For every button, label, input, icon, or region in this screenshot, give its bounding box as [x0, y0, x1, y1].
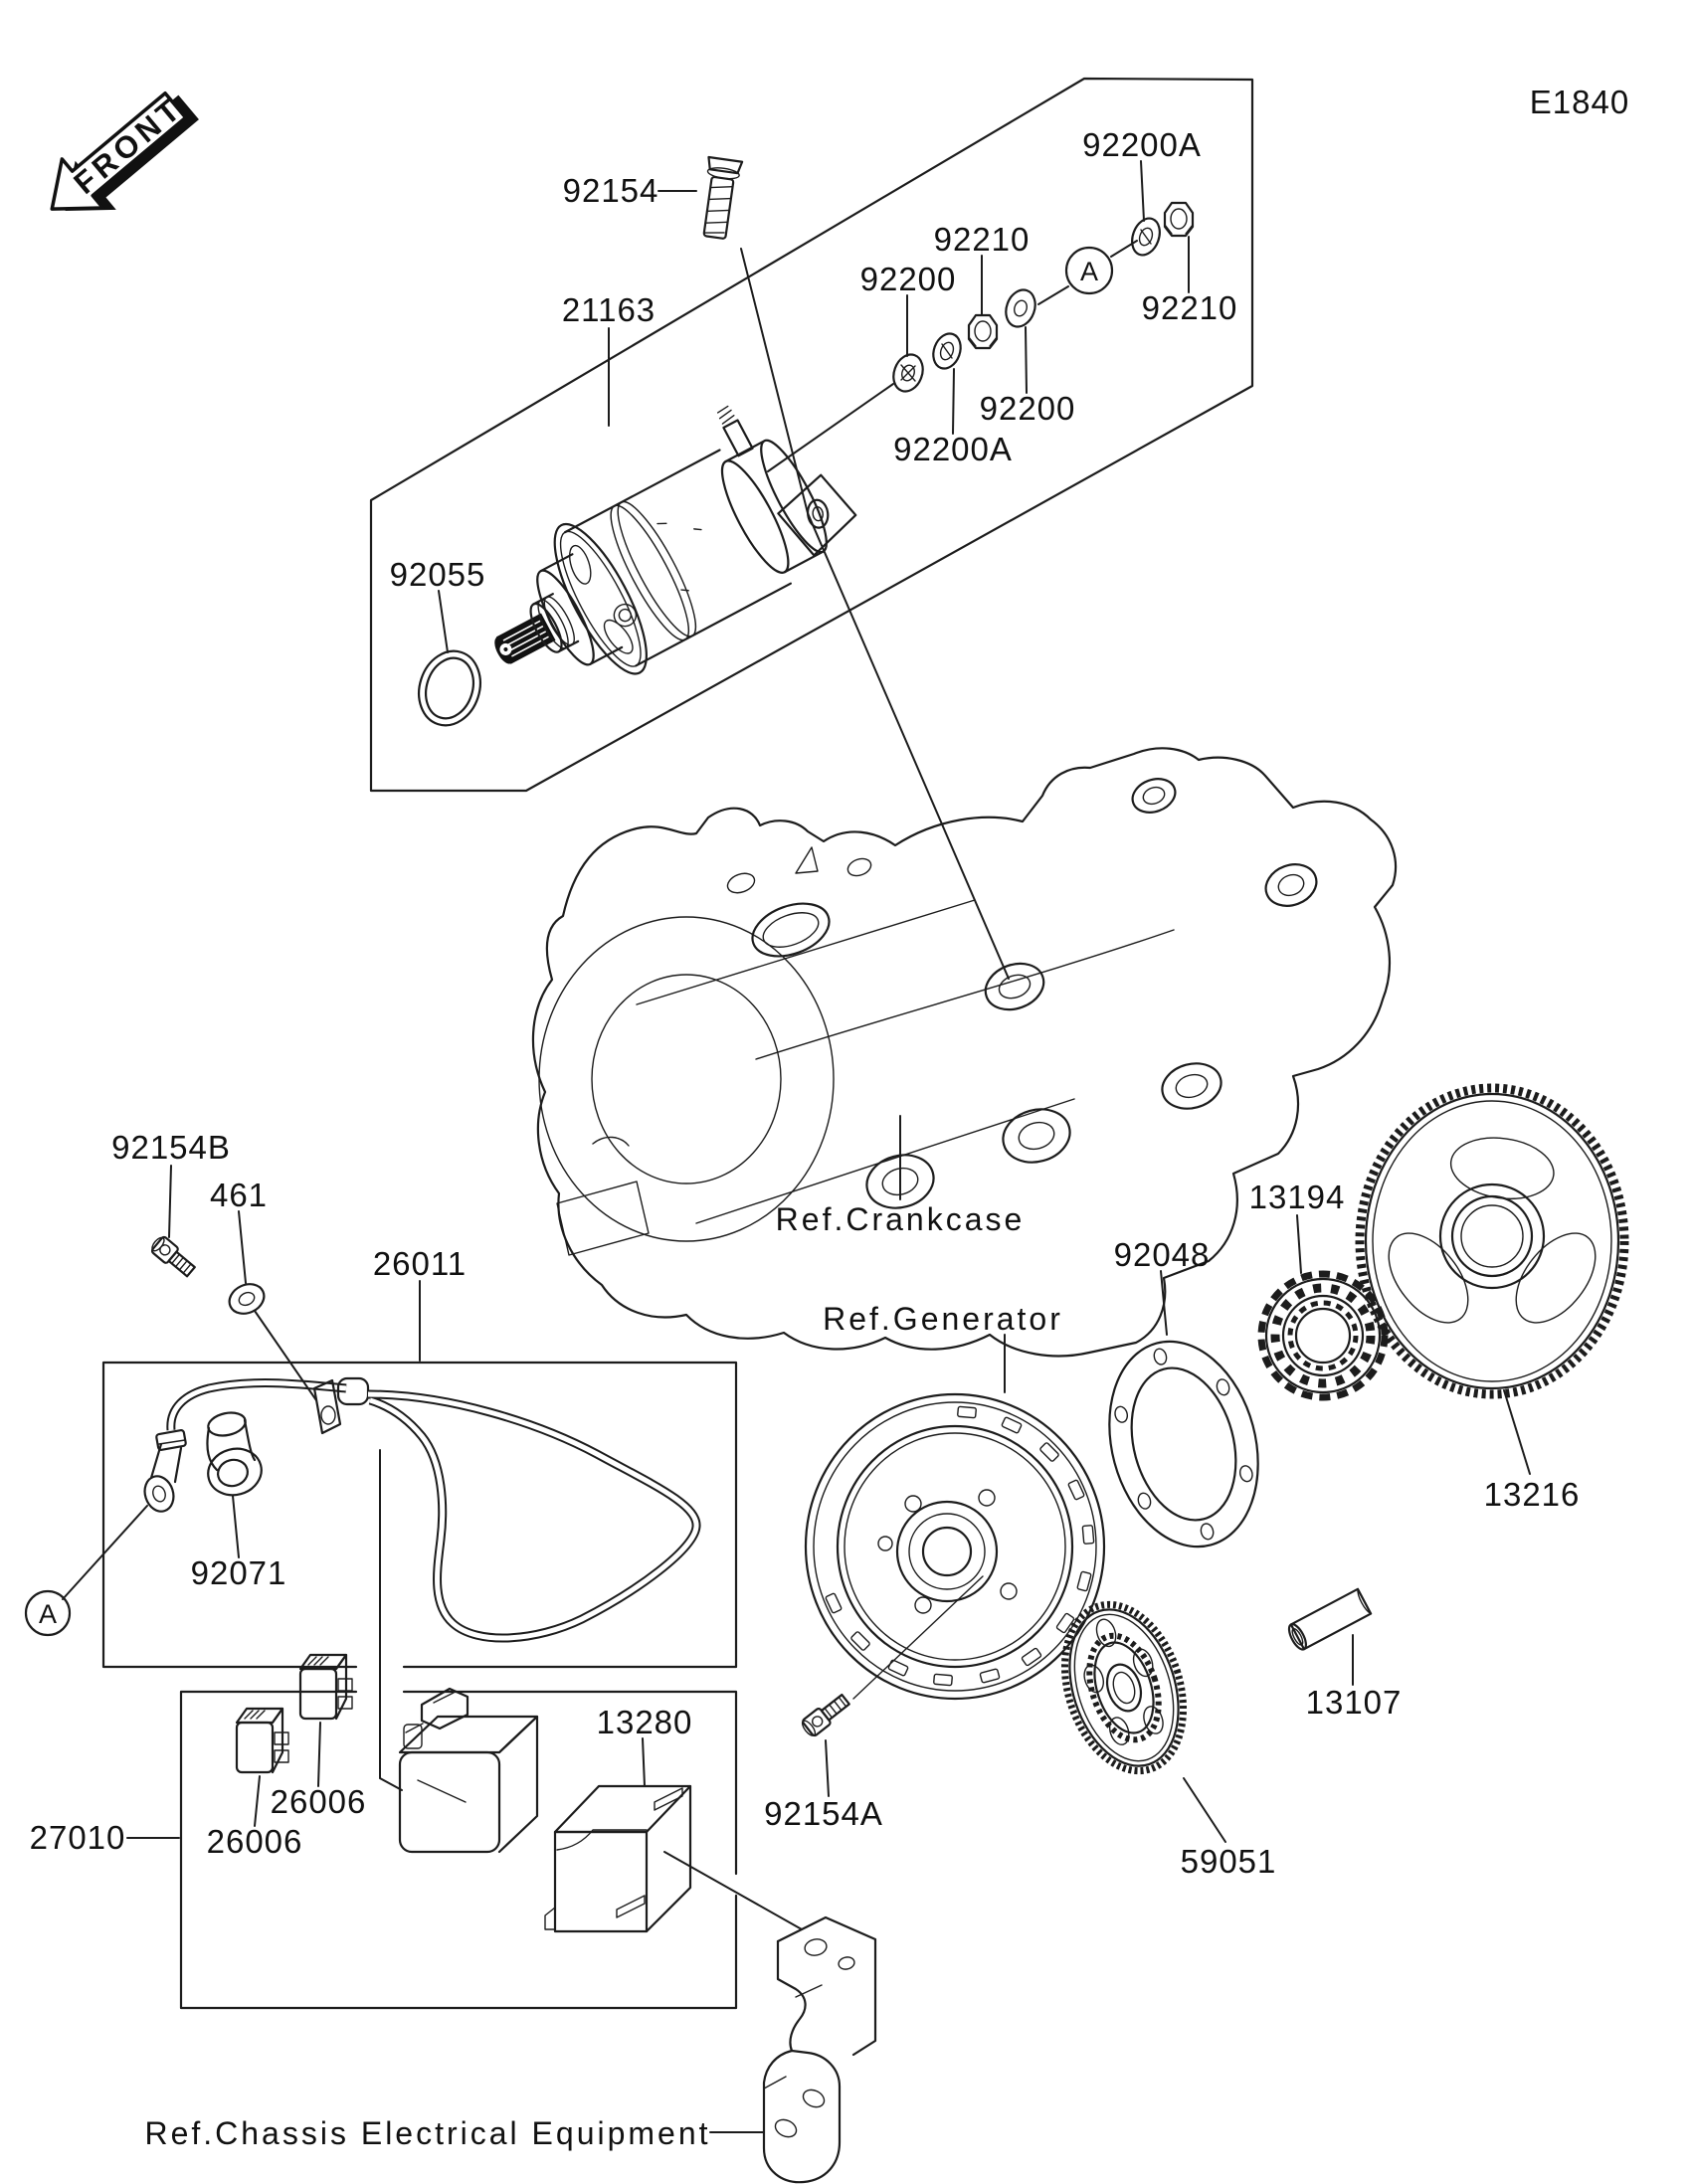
- callout-461: 461: [209, 1177, 269, 1213]
- page-code: E1840: [1529, 84, 1630, 120]
- callout-92200a-top: 92200A: [1082, 126, 1202, 163]
- ref-crankcase: Ref.Crankcase: [775, 1201, 1026, 1237]
- bolt-92154a-drawing: [800, 1692, 852, 1738]
- screw-92154b-drawing: [148, 1234, 197, 1280]
- chassis-bracket-drawing: [764, 1917, 875, 2182]
- callout-13280: 13280: [596, 1704, 693, 1740]
- callout-26006-lower: 26006: [206, 1823, 303, 1860]
- callout-92071: 92071: [190, 1554, 287, 1591]
- marker-a-top: [1066, 248, 1112, 293]
- panel-outline: [371, 79, 1252, 791]
- svg-text:A: A: [1079, 257, 1099, 286]
- callout-92210-left: 92210: [933, 221, 1031, 258]
- callout-26011: 26011: [372, 1245, 468, 1282]
- ref-generator: Ref.Generator: [823, 1301, 1063, 1337]
- callout-21163: 21163: [561, 291, 657, 328]
- callout-92200-bottom: 92200: [979, 390, 1076, 427]
- ref-chassis-electrical: Ref.Chassis Electrical Equipment: [144, 2115, 711, 2151]
- one-way-clutch-drawing: [1261, 1274, 1385, 1397]
- bolt-92154-drawing: [697, 157, 742, 240]
- svg-text:A: A: [38, 1599, 58, 1629]
- callout-92154: 92154: [562, 172, 659, 209]
- relay-drawing: [400, 1689, 537, 1852]
- front-label: FRONT: [67, 90, 190, 201]
- grommet-92071-drawing: [203, 1409, 267, 1501]
- idle-gear-drawing: [1044, 1589, 1204, 1786]
- callout-92200a-bottom: 92200A: [893, 431, 1013, 467]
- callout-92055: 92055: [389, 556, 486, 593]
- callout-27010: 27010: [29, 1819, 126, 1856]
- callout-92154a: 92154A: [764, 1795, 883, 1832]
- washer-461-drawing: [225, 1279, 269, 1320]
- callout-92154b: 92154B: [111, 1129, 231, 1166]
- bushing-13107-drawing: [1286, 1589, 1372, 1652]
- callout-92048: 92048: [1113, 1236, 1211, 1273]
- callout-13216: 13216: [1483, 1476, 1581, 1513]
- callout-59051: 59051: [1180, 1843, 1277, 1880]
- front-arrow-icon: [32, 76, 210, 242]
- starter-motor-drawing: [446, 377, 873, 727]
- battery-cable-drawing: [140, 1378, 696, 1638]
- callout-13107: 13107: [1305, 1684, 1403, 1721]
- fuse-upper-drawing: [300, 1655, 352, 1719]
- crankcase-drawing: [533, 748, 1396, 1356]
- flywheel-drawing: [806, 1394, 1104, 1699]
- fuse-lower-drawing: [237, 1709, 288, 1772]
- callout-26006-upper: 26006: [270, 1783, 367, 1820]
- callout-13194: 13194: [1248, 1179, 1346, 1215]
- gasket-92048-drawing: [1087, 1325, 1279, 1563]
- cable-box-outline: [103, 1363, 736, 1667]
- callout-92210-right: 92210: [1141, 289, 1238, 326]
- ring-gear-drawing: [1360, 1088, 1624, 1394]
- leader-bolt-path: [741, 249, 1009, 979]
- holder-13280-drawing: [545, 1786, 690, 1931]
- callout-92200-left: 92200: [859, 261, 957, 297]
- oring-92055-drawing: [410, 643, 490, 734]
